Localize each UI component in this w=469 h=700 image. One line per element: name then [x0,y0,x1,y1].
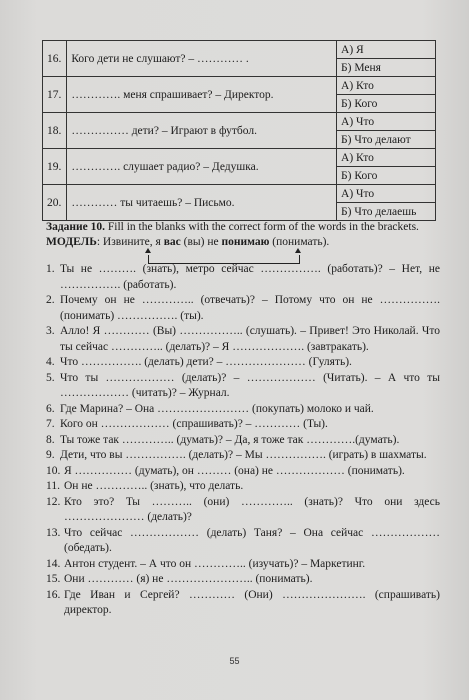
question-text: …………. меня спрашивает? – Директор. [67,77,337,113]
table-row [43,149,436,167]
list-item [46,526,440,557]
question-text: ………… ты читаешь? – Письмо. [67,185,337,221]
exercise-text: Ты не ………. (знать), метро сейчас ……………. (работать)? – Нет, не ……………. (работать). [60,263,440,291]
exercise-text: Что сейчас ……………… (делать) Таня? – Она сейчас ……………… (обедать). [64,526,440,554]
exercise-text: Я …………… (думать), он ……… (она) не ……………… (понимать). [64,464,405,477]
list-item [46,572,440,588]
list-item [46,262,440,293]
question-text: …………… дети? – Играют в футбол. [67,113,337,149]
option-a: А) Что [337,113,436,131]
list-item [46,355,440,371]
table-row [43,185,436,203]
option-b: Б) Меня [337,59,436,77]
exercise-text: Кто это? Ты ……….. (они) ………….. (знать)? Что они здесь ………………… (делать)? [64,495,440,523]
list-item [46,417,440,433]
option-a: А) Что [337,185,436,203]
question-text: …………. слушает радио? – Дедушка. [67,149,337,185]
exercise-text: Они ………… (я) не ………………….. (понимать). [64,573,313,585]
option-b: Б) Кого [337,167,436,185]
list-item [46,557,440,573]
list-item [46,433,440,449]
exercise-number: 7. [46,418,55,430]
table-row [43,113,436,131]
exercise-text: Антон студент. – А что он ………….. (изучать)? – Маркетинг. [64,557,366,570]
question-number: 16. [43,41,67,77]
question-number: 17. [43,77,67,113]
exercise-list [46,262,440,619]
list-item [46,495,440,526]
arrow-up-icon [145,248,151,253]
exercise-number: 3. [46,325,55,337]
exercise-text: Что ты ……………… (делать)? – ……………… (Читать). – А что ты ……………… (читать)? – Журнал. [60,371,440,399]
answer-table [42,40,436,221]
list-item [46,588,440,619]
model-word-ponimayu: понимаю [221,235,270,248]
question-number: 19. [43,149,67,185]
question-text: Кого дети не слушают? – ………… . [67,41,337,77]
model-example [46,235,440,250]
table-row [43,77,436,95]
exercise-number: 11. [46,480,60,492]
exercise-number: 14. [46,557,61,570]
option-a: А) Кто [337,149,436,167]
question-number: 18. [43,113,67,149]
task-10 [46,220,440,249]
exercise-number: 10. [46,464,61,477]
exercise-number: 16. [46,588,61,601]
task-title: Задание 10. [46,221,105,233]
task-instruction [46,220,440,235]
model-label: МОДЕЛЬ [46,235,97,248]
list-item [46,402,440,418]
exercise-text: Дети, что вы ……………. (делать)? – Мы ……………. (играть) в шахматы. [60,449,427,461]
arrow-up-icon [295,248,301,253]
exercise-number: 9. [46,449,55,461]
exercise-number: 15. [46,573,61,585]
model-text-b: (вы) не [180,235,222,248]
option-b: Б) Что делают [337,131,436,149]
exercise-text: Он не ………….. (знать), что делать. [64,480,244,492]
exercise-text: Ты тоже так ………….. (думать)? – Да, я тоже так ………….(думать). [60,433,400,446]
option-a: А) Я [337,41,436,59]
page-number: 55 [229,656,240,666]
exercise-text: Где Марина? – Она …………………… (покупать) молоко и чай. [60,402,374,415]
list-item [46,448,440,464]
model-text-c: (понимать). [269,235,330,248]
exercise-number: 5. [46,371,55,384]
exercise-number: 2. [46,294,55,306]
table-row [43,41,436,59]
exercise-text: Где Иван и Сергей? ………… (Они) …………………. (спрашивать) директор. [64,588,440,616]
exercise-text: Кого он ……………… (спрашивать)? – ………… (Ты). [60,418,328,430]
list-item [46,371,440,402]
exercise-number: 8. [46,433,55,446]
question-number: 20. [43,185,67,221]
option-b: Б) Что делаешь [337,203,436,221]
exercise-text: Почему он не ………….. (отвечать)? – Потому что он не ……………. (понимать) ……………. (ты). [60,294,440,322]
list-item [46,293,440,324]
option-a: А) Кто [337,77,436,95]
exercise-number: 4. [46,356,55,368]
exercise-number: 6. [46,402,55,415]
exercise-text: Что ……………. (делать) дети? – ………………… (Гулять). [60,356,352,368]
exercise-number: 12. [46,495,61,508]
exercise-text: Алло! Я ………… (Вы) …………….. (слушать). – Привет! Это Николай. Что ты сейчас ………….. (делать)? – Я ………………. (завтракать). [60,325,440,353]
model-text-a: : Извините, я [96,235,164,248]
list-item [46,464,440,480]
exercise-number: 1. [46,263,55,275]
task-instruction-text: Fill in the blanks with the correct form of the words in the brackets. [105,221,419,233]
list-item [46,479,440,495]
list-item [46,324,440,355]
exercise-number: 13. [46,526,61,539]
model-word-vas: вас [163,235,181,248]
option-b: Б) Кого [337,95,436,113]
